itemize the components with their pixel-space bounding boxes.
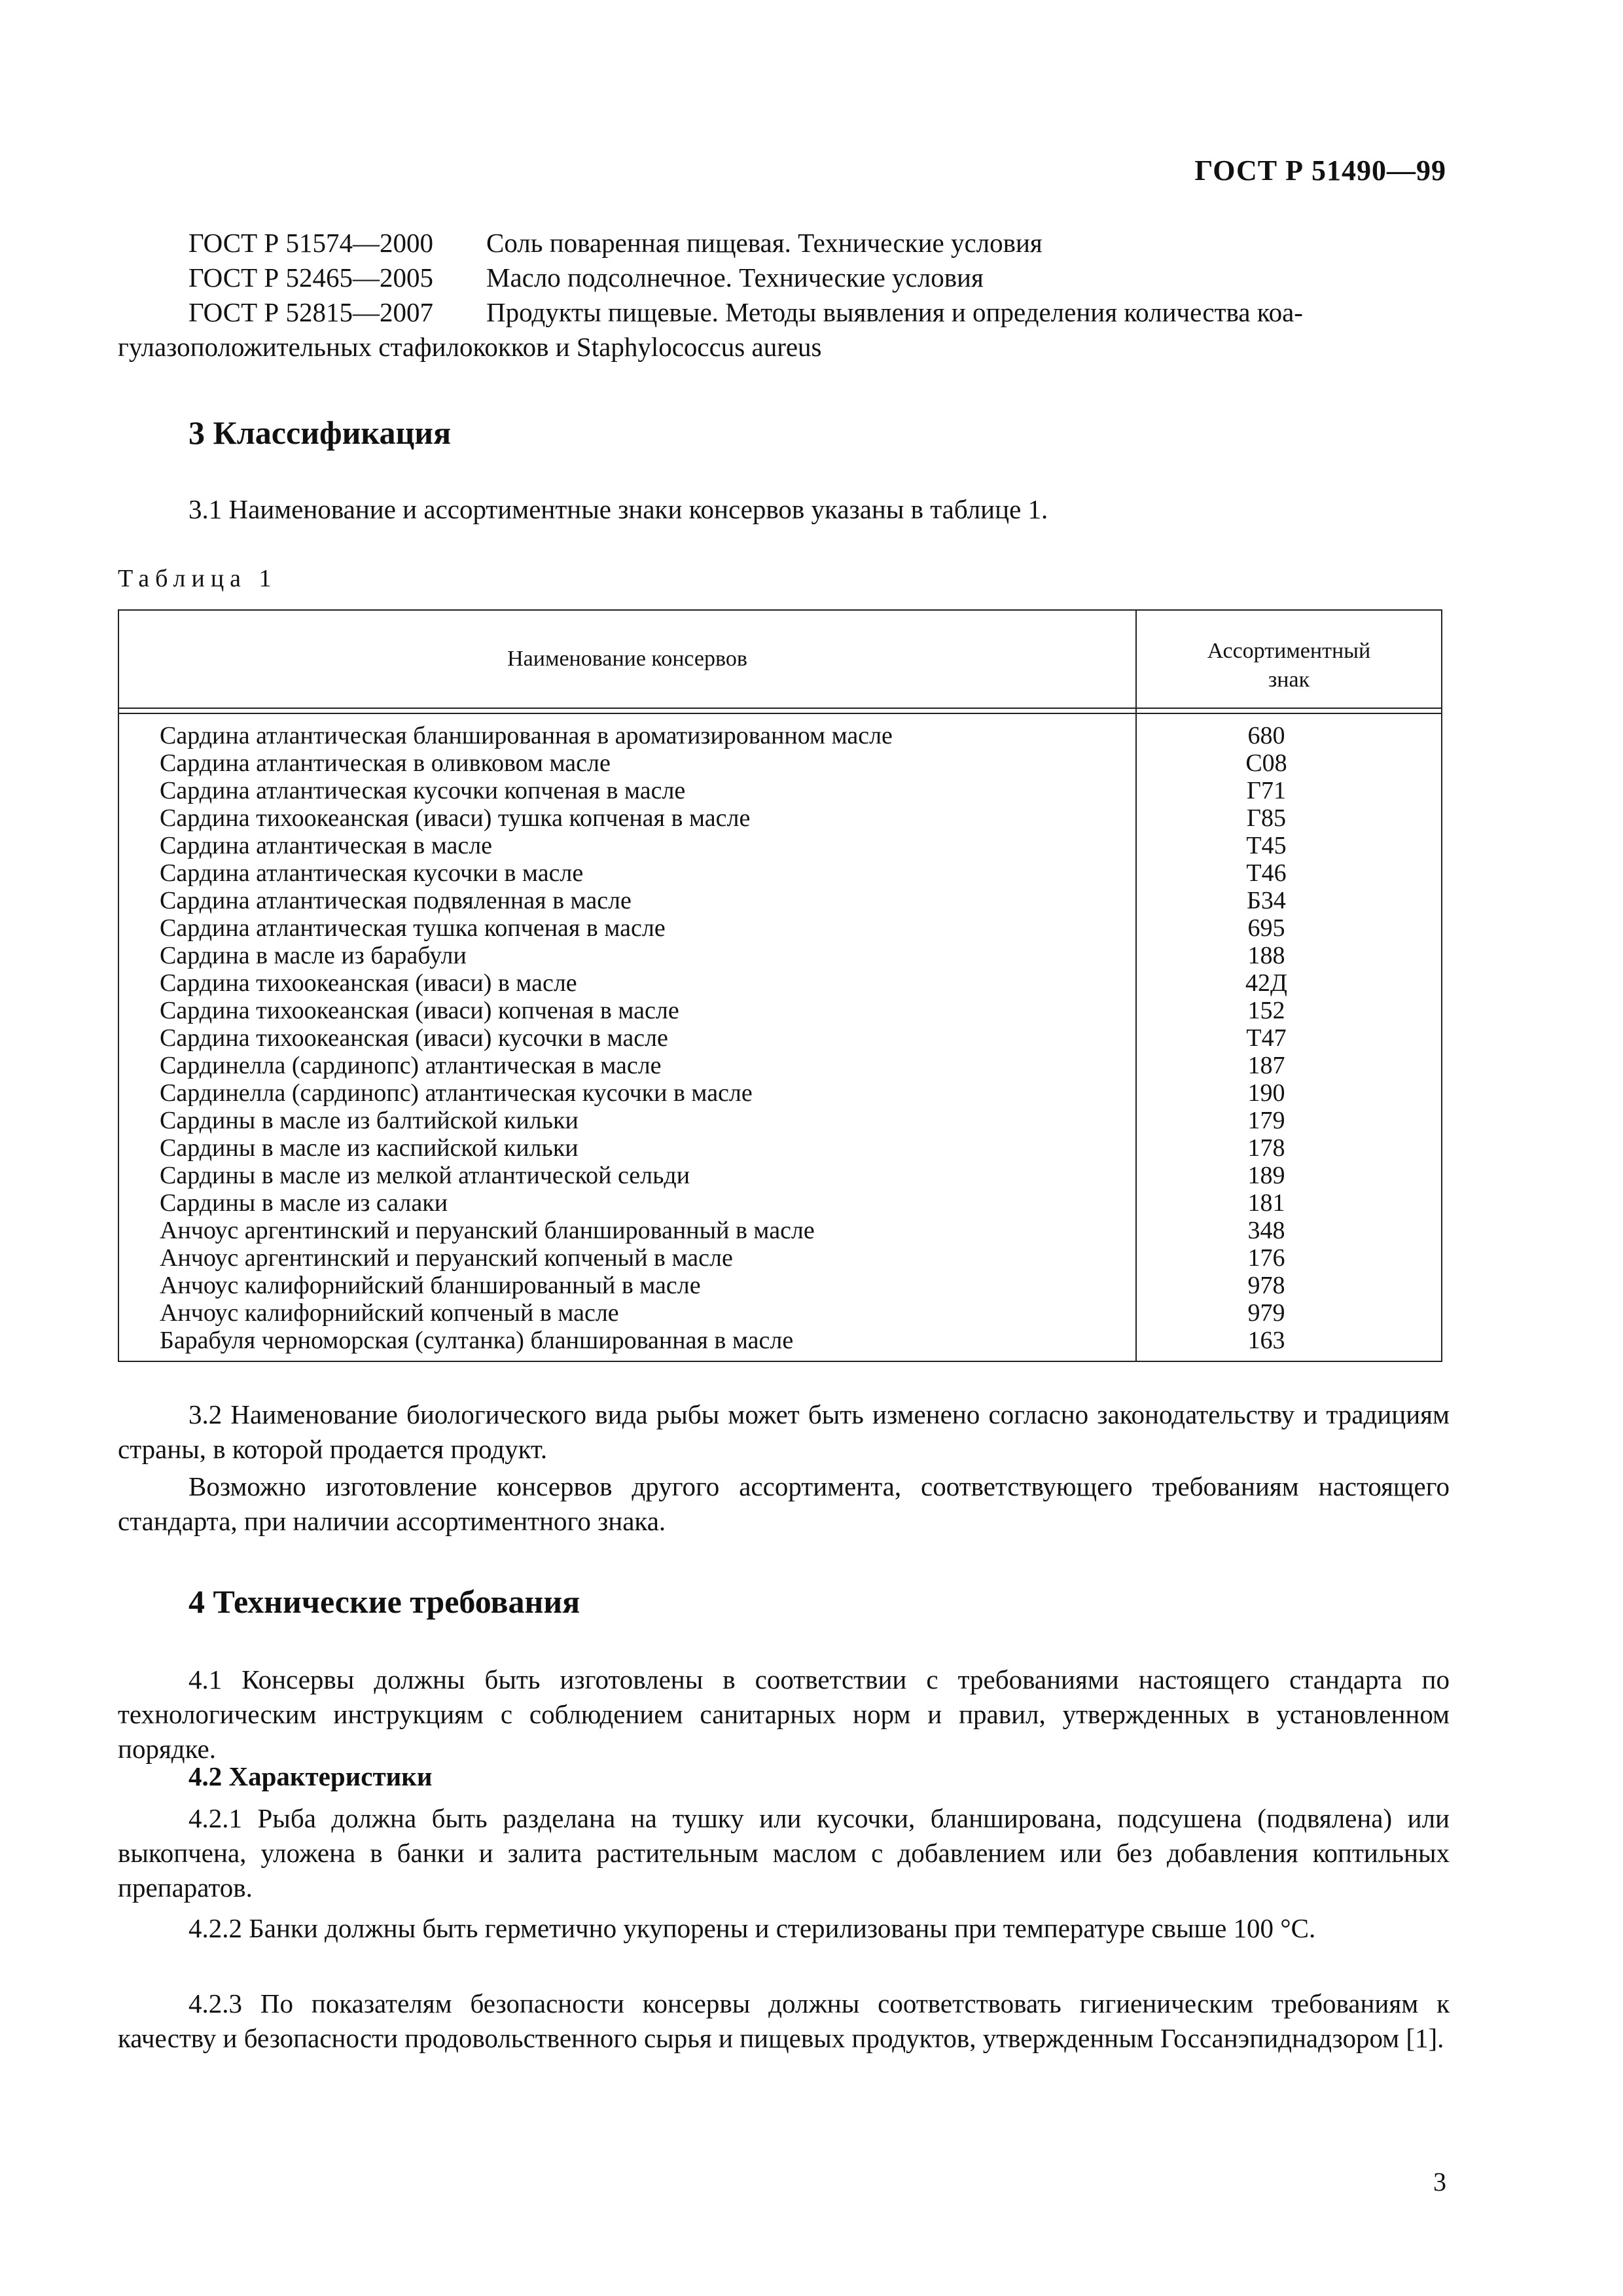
table-row — [160, 1107, 1403, 1134]
table-cell-name: Сардина тихоокеанская (иваси) кусочки в масле — [160, 1024, 668, 1052]
table-cell-code: 348 — [1247, 1217, 1285, 1244]
table-cell-name: Анчоус калифорнийский копченый в масле — [160, 1299, 619, 1327]
table-cell-code: 179 — [1247, 1107, 1285, 1134]
page-number: 3 — [1433, 2167, 1446, 2197]
table-cell-code: 187 — [1247, 1052, 1285, 1079]
table-cell-name: Сардина атлантическая в масле — [160, 832, 493, 859]
table-row — [160, 832, 1403, 859]
table-header-code-line: знак — [1268, 668, 1310, 692]
table-row — [160, 1052, 1403, 1079]
table-row — [160, 997, 1403, 1024]
table-cell-name: Анчоус аргентинский и перуанский бланшированный в масле — [160, 1217, 815, 1244]
subsection-4-2-heading: 4.2 Характеристики — [188, 1761, 433, 1791]
table-body — [160, 722, 1403, 1354]
reference-continuation: гулазоположительных стафилококков и Staphylococcus aureus — [118, 332, 822, 362]
reference-code: ГОСТ Р 52465—2005 — [188, 262, 433, 293]
table-row — [160, 887, 1403, 914]
paragraph-3-1: 3.1 Наименование и ассортиментные знаки консервов указаны в таблице 1. — [188, 494, 1048, 524]
table-cell-code: 188 — [1247, 942, 1285, 969]
reference-text: Продукты пищевые. Методы выявления и определения количества коа- — [486, 297, 1303, 327]
table-row — [160, 777, 1403, 804]
table-cell-name: Сардины в масле из каспийской кильки — [160, 1134, 579, 1162]
table-cell-code: С08 — [1245, 749, 1287, 777]
reference-item — [118, 226, 1450, 260]
table-header-code-line: Ассортиментный — [1207, 639, 1371, 663]
table-cell-code: 178 — [1247, 1134, 1285, 1162]
table-cell-name: Анчоус аргентинский и перуанский копченый в масле — [160, 1244, 733, 1272]
table-cell-name: Сардина в масле из барабули — [160, 942, 467, 969]
paragraph-4-2-1: 4.2.1 Рыба должна быть разделана на тушку или кусочки, бланширована, подсушена (подвялена) или выкопчена, уложена в банки и залита растительным маслом с добавлением или без добавления коптильных препаратов. — [118, 1803, 1450, 1903]
table-cell-name: Барабуля черноморская (султанка) бланшированная в масле — [160, 1327, 794, 1354]
reference-item — [118, 295, 1450, 330]
table-cell-name: Сардина атлантическая подвяленная в масле — [160, 887, 632, 914]
table-header-divider — [119, 713, 1441, 714]
table-row — [160, 1327, 1403, 1354]
table-row — [160, 1299, 1403, 1327]
table-cell-code: Т46 — [1246, 859, 1287, 887]
table-row — [160, 1244, 1403, 1272]
table-cell-code: 189 — [1247, 1162, 1285, 1189]
table-cell-code: Т45 — [1246, 832, 1287, 859]
table-cell-code: Г85 — [1247, 804, 1286, 832]
reference-text: Соль поваренная пищевая. Технические условия — [486, 228, 1043, 258]
table-cell-name: Сардина атлантическая тушка копченая в масле — [160, 914, 666, 942]
table-cell-code: Б34 — [1247, 887, 1286, 914]
table-row — [160, 1162, 1403, 1189]
table-caption: Таблица 1 — [118, 565, 277, 592]
paragraph-4-1: 4.1 Консервы должны быть изготовлены в соответствии с требованиями настоящего стандарта по технологическим инструкциям с соблюдением санитарных норм и правил, утвержденных в установленном порядке. — [118, 1664, 1450, 1764]
reference-code: ГОСТ Р 51574—2000 — [188, 228, 433, 258]
table-cell-code: 163 — [1247, 1327, 1285, 1354]
table-row — [160, 1134, 1403, 1162]
table-cell-name: Сардина тихоокеанская (иваси) в масле — [160, 969, 577, 997]
table-cell-code: 176 — [1247, 1244, 1285, 1272]
table-cell-code: 190 — [1247, 1079, 1285, 1107]
paragraph-4-2-3: 4.2.3 По показателям безопасности консервы должны соответствовать гигиеническим требованиям к качеству и безопасности продовольственного сырья и пищевых продуктов, утвержденным Госсанэпиднадзором [1]. — [118, 1988, 1450, 2053]
table-row — [160, 1217, 1403, 1244]
table-row — [160, 804, 1403, 832]
table-cell-code: 152 — [1247, 997, 1285, 1024]
table-cell-name: Сардины в масле из мелкой атлантической сельди — [160, 1162, 690, 1189]
paragraph-3-2: 3.2 Наименование биологического вида рыбы может быть изменено согласно законодательству и традициям страны, в которой продается продукт. — [118, 1399, 1450, 1464]
assortment-table — [118, 609, 1442, 1362]
table-cell-code: Г71 — [1247, 777, 1286, 804]
table-cell-code: 978 — [1247, 1272, 1285, 1299]
table-row — [160, 1189, 1403, 1217]
table-row — [160, 1079, 1403, 1107]
document-header: ГОСТ Р 51490—99 — [1194, 154, 1446, 187]
reference-item — [118, 260, 1450, 295]
table-cell-name: Сардина атлантическая кусочки копченая в масле — [160, 777, 686, 804]
table-cell-name: Сардина атлантическая кусочки в масле — [160, 859, 584, 887]
table-cell-code: 979 — [1247, 1299, 1285, 1327]
table-header-divider — [119, 708, 1441, 709]
reference-code: ГОСТ Р 52815—2007 — [188, 297, 433, 327]
table-header-code — [1137, 637, 1441, 694]
table-cell-code: Т47 — [1246, 1024, 1287, 1052]
table-row — [160, 914, 1403, 942]
table-cell-code: 42Д — [1245, 969, 1287, 997]
table-cell-name: Сардина атлантическая в оливковом масле — [160, 749, 611, 777]
table-cell-name: Сардинелла (сардинопс) атлантическая в масле — [160, 1052, 662, 1079]
table-row — [160, 749, 1403, 777]
table-cell-name: Сардина атлантическая бланшированная в ароматизированном масле — [160, 722, 893, 749]
section-3-heading: 3 Классификация — [188, 414, 452, 451]
table-header-name: Наименование консервов — [507, 647, 747, 671]
paragraph-4-2-2: 4.2.2 Банки должны быть герметично укупорены и стерилизованы при температуре свыше 100 °С. — [188, 1913, 1316, 1943]
reference-text: Масло подсолнечное. Технические условия — [486, 262, 984, 293]
table-cell-name: Сардина тихоокеанская (иваси) тушка копченая в масле — [160, 804, 751, 832]
table-row — [160, 969, 1403, 997]
table-cell-name: Сардины в масле из салаки — [160, 1189, 448, 1217]
table-cell-code: 680 — [1247, 722, 1285, 749]
table-cell-code: 181 — [1247, 1189, 1285, 1217]
paragraph-3-2-continued: Возможно изготовление консервов другого ассортимента, соответствующего требованиям настоящего стандарта, при наличии ассортиментного знака. — [118, 1471, 1450, 1536]
references-list — [118, 226, 1450, 365]
section-4-heading: 4 Технические требования — [188, 1583, 580, 1620]
table-row — [160, 722, 1403, 749]
table-row — [160, 859, 1403, 887]
table-row — [160, 942, 1403, 969]
table-cell-name: Анчоус калифорнийский бланшированный в масле — [160, 1272, 701, 1299]
table-cell-name: Сардинелла (сардинопс) атлантическая кусочки в масле — [160, 1079, 753, 1107]
table-row — [160, 1272, 1403, 1299]
table-cell-name: Сардина тихоокеанская (иваси) копченая в масле — [160, 997, 679, 1024]
table-cell-code: 695 — [1247, 914, 1285, 942]
table-row — [160, 1024, 1403, 1052]
table-cell-name: Сардины в масле из балтийской кильки — [160, 1107, 579, 1134]
